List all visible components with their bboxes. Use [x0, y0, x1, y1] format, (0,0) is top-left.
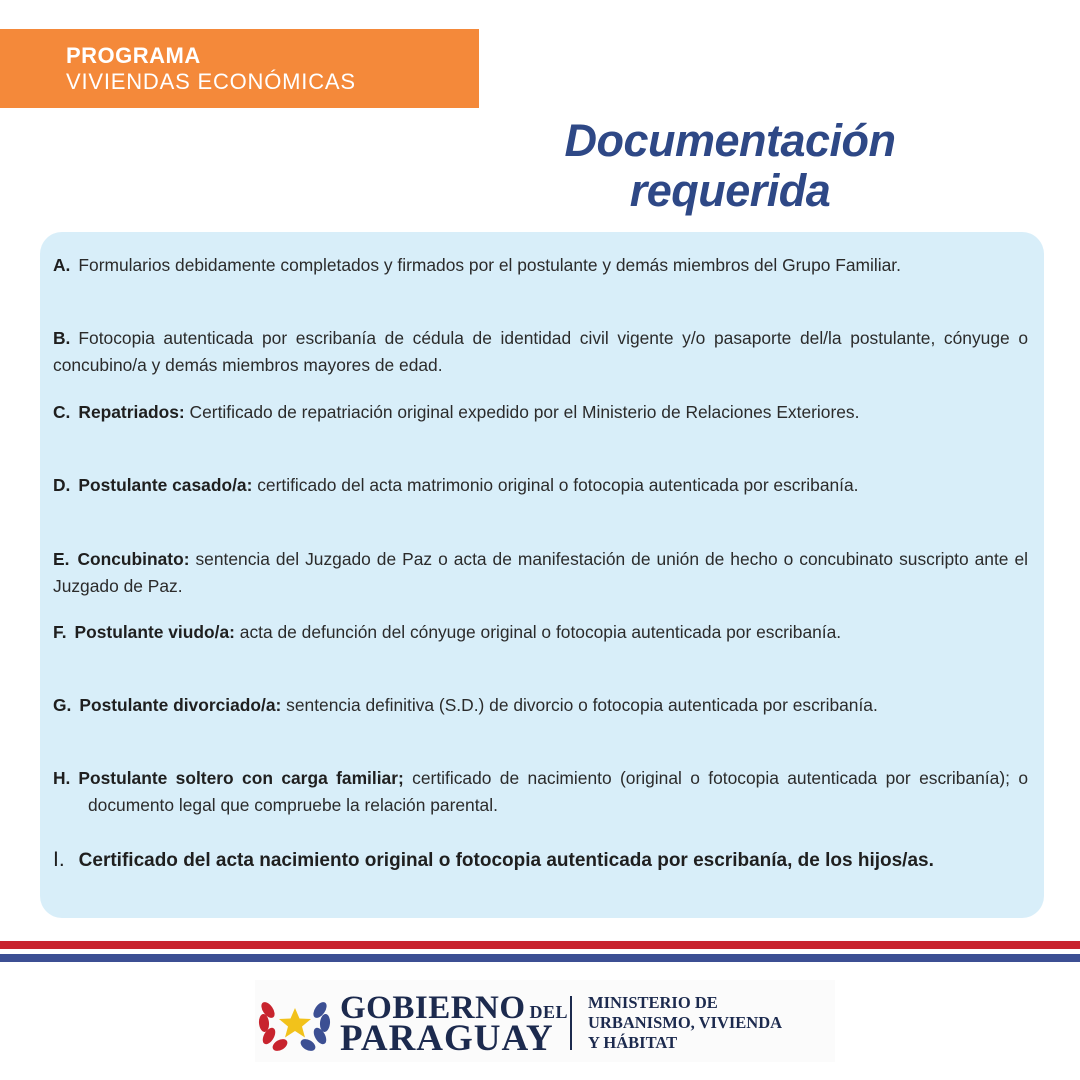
paraguay-emblem-icon	[258, 990, 332, 1054]
requirement-f	[53, 619, 1028, 646]
item-text: sentencia del Juzgado de Paz o acta de manifestación de unión de hecho o concubinato suscripto ante el Juzgado de Paz.	[53, 549, 1028, 596]
flag-stripe-red	[0, 941, 1080, 949]
requirement-g	[53, 692, 1028, 719]
item-bold-label: Postulante viudo/a:	[74, 622, 235, 642]
item-letter: F.	[53, 622, 67, 642]
item-letter: C.	[53, 402, 71, 422]
requirement-i	[53, 845, 1028, 875]
page-title-line1: Documentación	[564, 115, 896, 166]
item-letter: A.	[53, 255, 71, 275]
item-bold-label: Postulante soltero con carga familiar;	[78, 768, 404, 788]
requirement-d	[53, 472, 1028, 499]
item-text: sentencia definitiva (S.D.) de divorcio o fotocopia autenticada por escribanía.	[286, 695, 878, 715]
requirement-b	[53, 325, 1028, 379]
item-letter: H.	[53, 768, 71, 788]
item-letter: G.	[53, 695, 72, 715]
page-title-line2: requerida	[629, 165, 831, 216]
page-title	[515, 116, 945, 216]
requirement-c	[53, 399, 1028, 426]
item-text: Certificado del acta nacimiento original o fotocopia autenticada por escribanía, de los hijos/as.	[78, 850, 934, 871]
item-text: certificado de nacimiento (original o fotocopia autenticada por escribanía); o documento legal que compruebe la relación parental.	[88, 768, 1028, 815]
logo-divider	[570, 996, 572, 1050]
item-text: certificado del acta matrimonio original o fotocopia autenticada por escribanía.	[257, 475, 859, 495]
program-label: PROGRAMA	[66, 43, 201, 68]
requirement-h	[53, 765, 1028, 819]
item-text: Formularios debidamente completados y firmados por el postulante y demás miembros del Grupo Familiar.	[78, 255, 901, 275]
item-letter: D.	[53, 475, 71, 495]
item-bold-label: Repatriados:	[78, 402, 185, 422]
item-letter: B.	[53, 328, 71, 348]
item-letter: I.	[53, 848, 65, 871]
item-bold-label: Concubinato:	[77, 549, 190, 569]
item-text: Certificado de repatriación original expedido por el Ministerio de Relaciones Exteriores.	[189, 402, 860, 422]
program-name: VIVIENDAS ECONÓMICAS	[66, 69, 356, 94]
ministry-name: MINISTERIO DE URBANISMO, VIVIENDA Y HÁBITAT	[588, 993, 783, 1052]
paraguay-text: PARAGUAY	[340, 1018, 554, 1059]
del-text: DEL	[529, 1002, 569, 1022]
requirement-e	[53, 546, 1028, 600]
item-text: acta de defunción del cónyuge original o fotocopia autenticada por escribanía.	[239, 622, 842, 642]
requirement-a	[53, 252, 1028, 279]
gobierno-text: GOBIERNO DEL	[340, 990, 569, 1026]
item-text: Fotocopia autenticada por escribanía de cédula de identidad civil vigente y/o pasaporte del/la postulante, cónyuge o concubino/a y demás miembros mayores de edad.	[53, 328, 1028, 375]
item-bold-label: Postulante casado/a:	[78, 475, 253, 495]
item-letter: E.	[53, 549, 70, 569]
item-bold-label: Postulante divorciado/a:	[79, 695, 282, 715]
flag-stripe-blue	[0, 954, 1080, 962]
